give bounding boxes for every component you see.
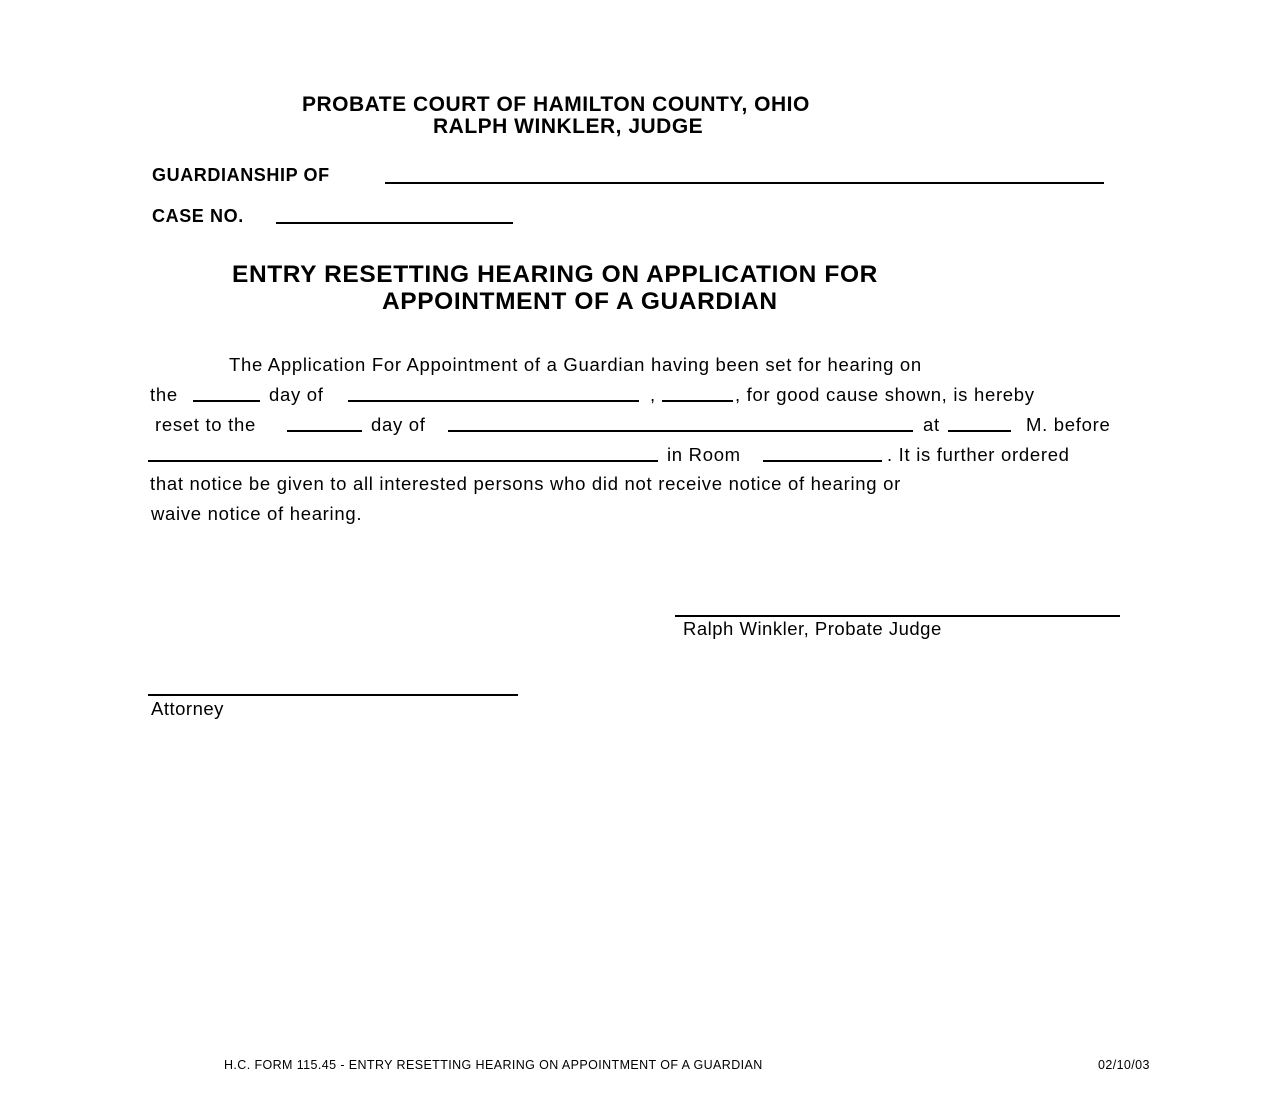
original-year-field[interactable] [662,400,733,402]
body-line-1: The Application For Appointment of a Guardian having been set for hearing on [229,354,922,375]
judge-name-header: RALPH WINKLER, JUDGE [433,115,704,138]
body-line-2-day-of: day of [269,384,324,405]
court-name: PROBATE COURT OF HAMILTON COUNTY, OHIO [302,93,810,116]
form-title-line-1: ENTRY RESETTING HEARING ON APPLICATION FOR [232,261,878,288]
footer-form-date: 02/10/03 [1098,1058,1150,1072]
reset-day-field[interactable] [287,430,362,432]
magistrate-name-field[interactable] [148,460,658,462]
footer-form-title: H.C. FORM 115.45 - ENTRY RESETTING HEARING ON APPOINTMENT OF A GUARDIAN [224,1058,763,1072]
body-line-4-in-room: in Room [667,444,741,465]
reset-time-field[interactable] [948,430,1011,432]
original-month-field[interactable] [348,400,639,402]
attorney-signature-label: Attorney [151,698,224,719]
body-line-2-good-cause: , for good cause shown, is hereby [735,384,1035,405]
form-title-line-2: APPOINTMENT OF A GUARDIAN [382,288,778,315]
body-line-2-the: the [150,384,178,405]
body-line-3-day-of: day of [371,414,426,435]
reset-month-year-field[interactable] [448,430,913,432]
guardianship-label: GUARDIANSHIP OF [152,165,330,185]
guardianship-name-field[interactable] [385,182,1104,184]
judge-signature-label: Ralph Winkler, Probate Judge [683,618,942,639]
body-line-6: waive notice of hearing. [151,503,363,524]
body-line-2-comma: , [650,384,656,405]
case-no-label: CASE NO. [152,206,244,226]
body-line-4-further-ordered: . It is further ordered [887,444,1070,465]
body-line-5: that notice be given to all interested persons who did not receive notice of hearing or [150,473,901,494]
case-number-field[interactable] [276,222,513,224]
attorney-signature-line[interactable] [148,694,518,696]
original-day-field[interactable] [193,400,260,402]
room-number-field[interactable] [763,460,882,462]
body-line-3-m-before: M. before [1026,414,1111,435]
judge-signature-line[interactable] [675,615,1120,617]
body-line-3-at: at [923,414,940,435]
body-line-3-reset-to: reset to the [155,414,256,435]
